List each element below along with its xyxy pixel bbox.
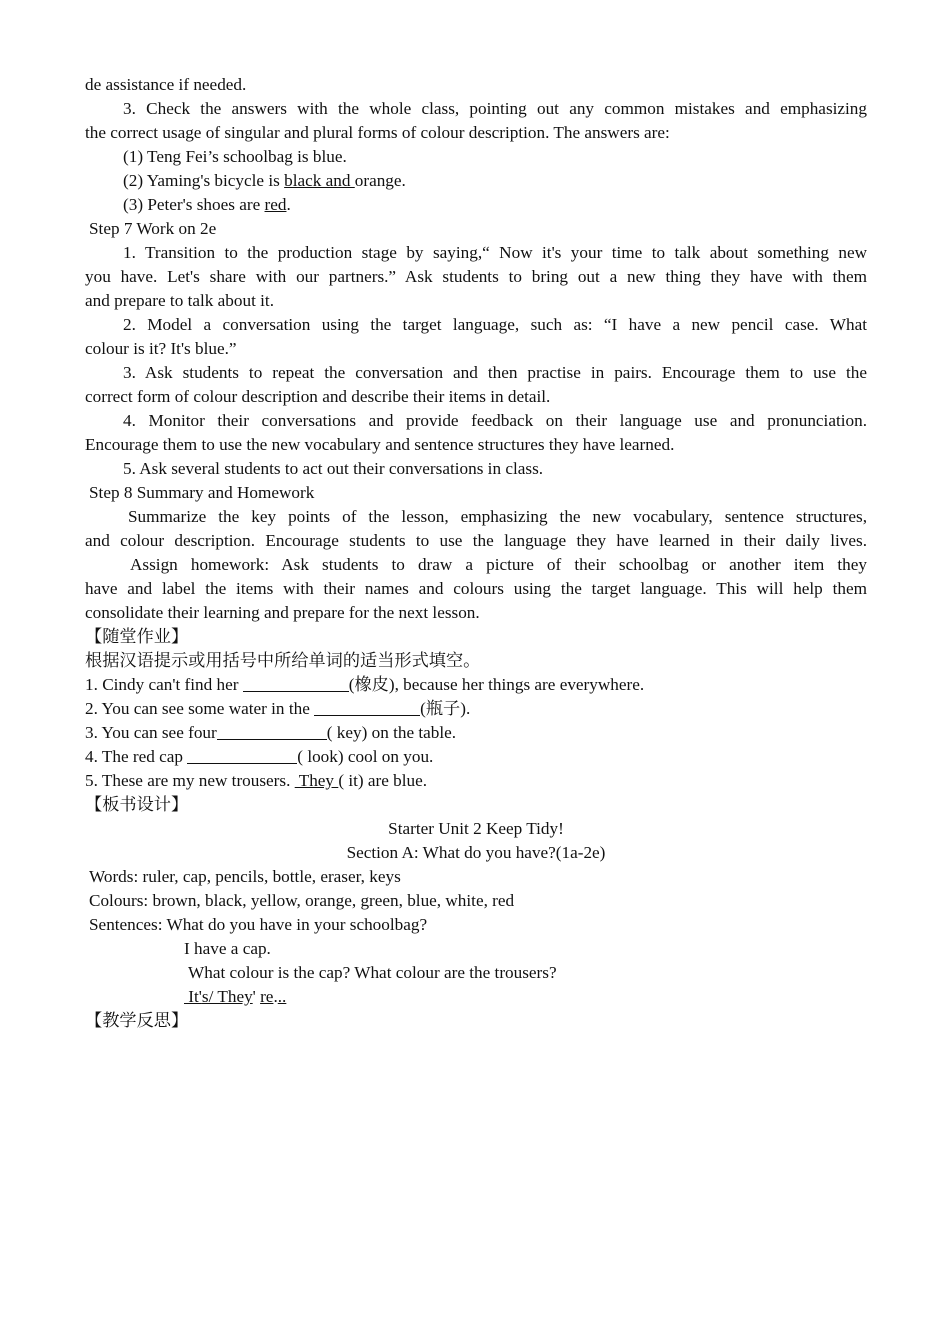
document-page — [85, 73, 867, 1033]
step7-p5: 5. Ask several students to act out their conversations in class. — [123, 459, 544, 478]
homework-question-5 — [85, 769, 867, 793]
board-sentence-4 — [85, 985, 867, 1009]
board-colours: Colours: brown, black, yellow, orange, green, blue, white, red — [89, 891, 515, 910]
answer-blank[interactable] — [187, 747, 297, 764]
question-3-hint: ( key) on the table. — [326, 723, 457, 742]
homework-question-1 — [85, 673, 867, 697]
board-sentence-2: I have a cap. — [184, 939, 271, 958]
question-1-text: 1. Cindy can't find her — [85, 675, 243, 694]
step7-p2-line2: colour is it? It's blue.” — [85, 339, 237, 358]
step8-p2-line2: have and label the items with their names and colours using the target language. This will help them — [85, 579, 867, 598]
board-sentence-3: What colour is the cap? What colour are the trousers? — [188, 963, 557, 982]
answer-2-end: orange. — [354, 171, 406, 190]
question-2-text: 2. You can see some water in the — [85, 699, 315, 718]
step7-p2-line1: 2. Model a conversation using the target language, such as: “I have a new pencil case. What — [123, 315, 867, 334]
answer-blank[interactable] — [243, 675, 349, 692]
question-4-hint: ( look) cool on you. — [297, 747, 434, 766]
question-1-hint: (橡皮), because her things are everywhere. — [348, 675, 645, 694]
board-words: Words: ruler, cap, pencils, bottle, eraser, keys — [89, 867, 401, 886]
answer-2-text: (2) Yaming's bicycle is — [123, 171, 285, 190]
sentence-4-part-e: . — [273, 987, 278, 1006]
homework-instruction: 根据汉语提示或用括号中所给单词的适当形式填空。 — [85, 651, 481, 670]
answer-blank[interactable] — [217, 723, 327, 740]
question-5-hint: ( it) are blue. — [338, 771, 428, 790]
step7-p1-line1: 1. Transition to the production stage by saying,“ Now it's your time to talk about something new — [123, 243, 867, 262]
step8-heading: Step 8 Summary and Homework — [89, 483, 315, 502]
step7-p4-line2: Encourage them to use the new vocabulary and sentence structures they have learned. — [85, 435, 675, 454]
step7-p1-line2: you have. Let's share with our partners.” Ask students to bring out a new thing they have with them — [85, 267, 867, 286]
sentence-4-part-a: It' — [184, 987, 202, 1006]
step7-p1-line3: and prepare to talk about it. — [85, 291, 274, 310]
board-heading: 【板书设计】 — [85, 795, 189, 814]
homework-heading: 【随堂作业】 — [85, 627, 189, 646]
answer-3 — [85, 193, 867, 217]
step7-p4-line1: 4. Monitor their conversations and provide feedback on their language use and pronunciation. — [123, 411, 867, 430]
question-5-answer: They — [294, 771, 339, 790]
homework-question-4 — [85, 745, 867, 769]
step7-heading: Step 7 Work on 2e — [89, 219, 217, 238]
step6-item3-line2: the correct usage of singular and plural forms of colour description. The answers are: — [85, 123, 670, 142]
step8-p2-line3: consolidate their learning and prepare for the next lesson. — [85, 603, 480, 622]
question-4-text: 4. The red cap — [85, 747, 188, 766]
step7-p3-line2: correct form of colour description and describe their items in detail. — [85, 387, 551, 406]
answer-2-underlined: black and — [284, 171, 355, 190]
question-5-text: 5. These are my new trousers. — [85, 771, 295, 790]
step8-p1-line2: and colour description. Encourage students to use the language they have learned in their daily lives. — [85, 531, 867, 550]
step8-p1-line1: Summarize the key points of the lesson, emphasizing the new vocabulary, sentence structures, — [128, 507, 867, 526]
answer-3-text: (3) Peter's shoes are — [123, 195, 265, 214]
question-3-text: 3. You can see four — [85, 723, 217, 742]
homework-question-2 — [85, 697, 867, 721]
question-2-hint: (瓶子). — [420, 699, 471, 718]
step6-item3-line1: 3. Check the answers with the whole class, pointing out any common mistakes and emphasizing — [123, 99, 867, 118]
answer-2 — [85, 169, 867, 193]
answer-1: (1) Teng Fei’s schoolbag is blue. — [123, 147, 347, 166]
sentence-4-part-c: ' — [252, 987, 261, 1006]
answer-3-underlined: red — [264, 195, 287, 214]
step7-p3-line1: 3. Ask students to repeat the conversation and then practise in pairs. Encourage them to use the — [123, 363, 867, 382]
sentence-4-part-b: s/ They — [201, 987, 253, 1006]
homework-question-3 — [85, 721, 867, 745]
intro-line: de assistance if needed. — [85, 75, 247, 94]
reflection-heading: 【教学反思】 — [85, 1011, 189, 1030]
step8-p2-line1: Assign homework: Ask students to draw a picture of their schoolbag or another item they — [130, 555, 867, 574]
board-subtitle: Section A: What do you have?(1a-2e) — [346, 843, 606, 862]
board-title: Starter Unit 2 Keep Tidy! — [388, 819, 564, 838]
sentence-4-part-f: .. — [277, 987, 287, 1006]
board-sentences: Sentences: What do you have in your schoolbag? — [89, 915, 428, 934]
answer-3-end: . — [286, 195, 291, 214]
sentence-4-part-d: re — [260, 987, 274, 1006]
answer-blank[interactable] — [314, 699, 420, 716]
